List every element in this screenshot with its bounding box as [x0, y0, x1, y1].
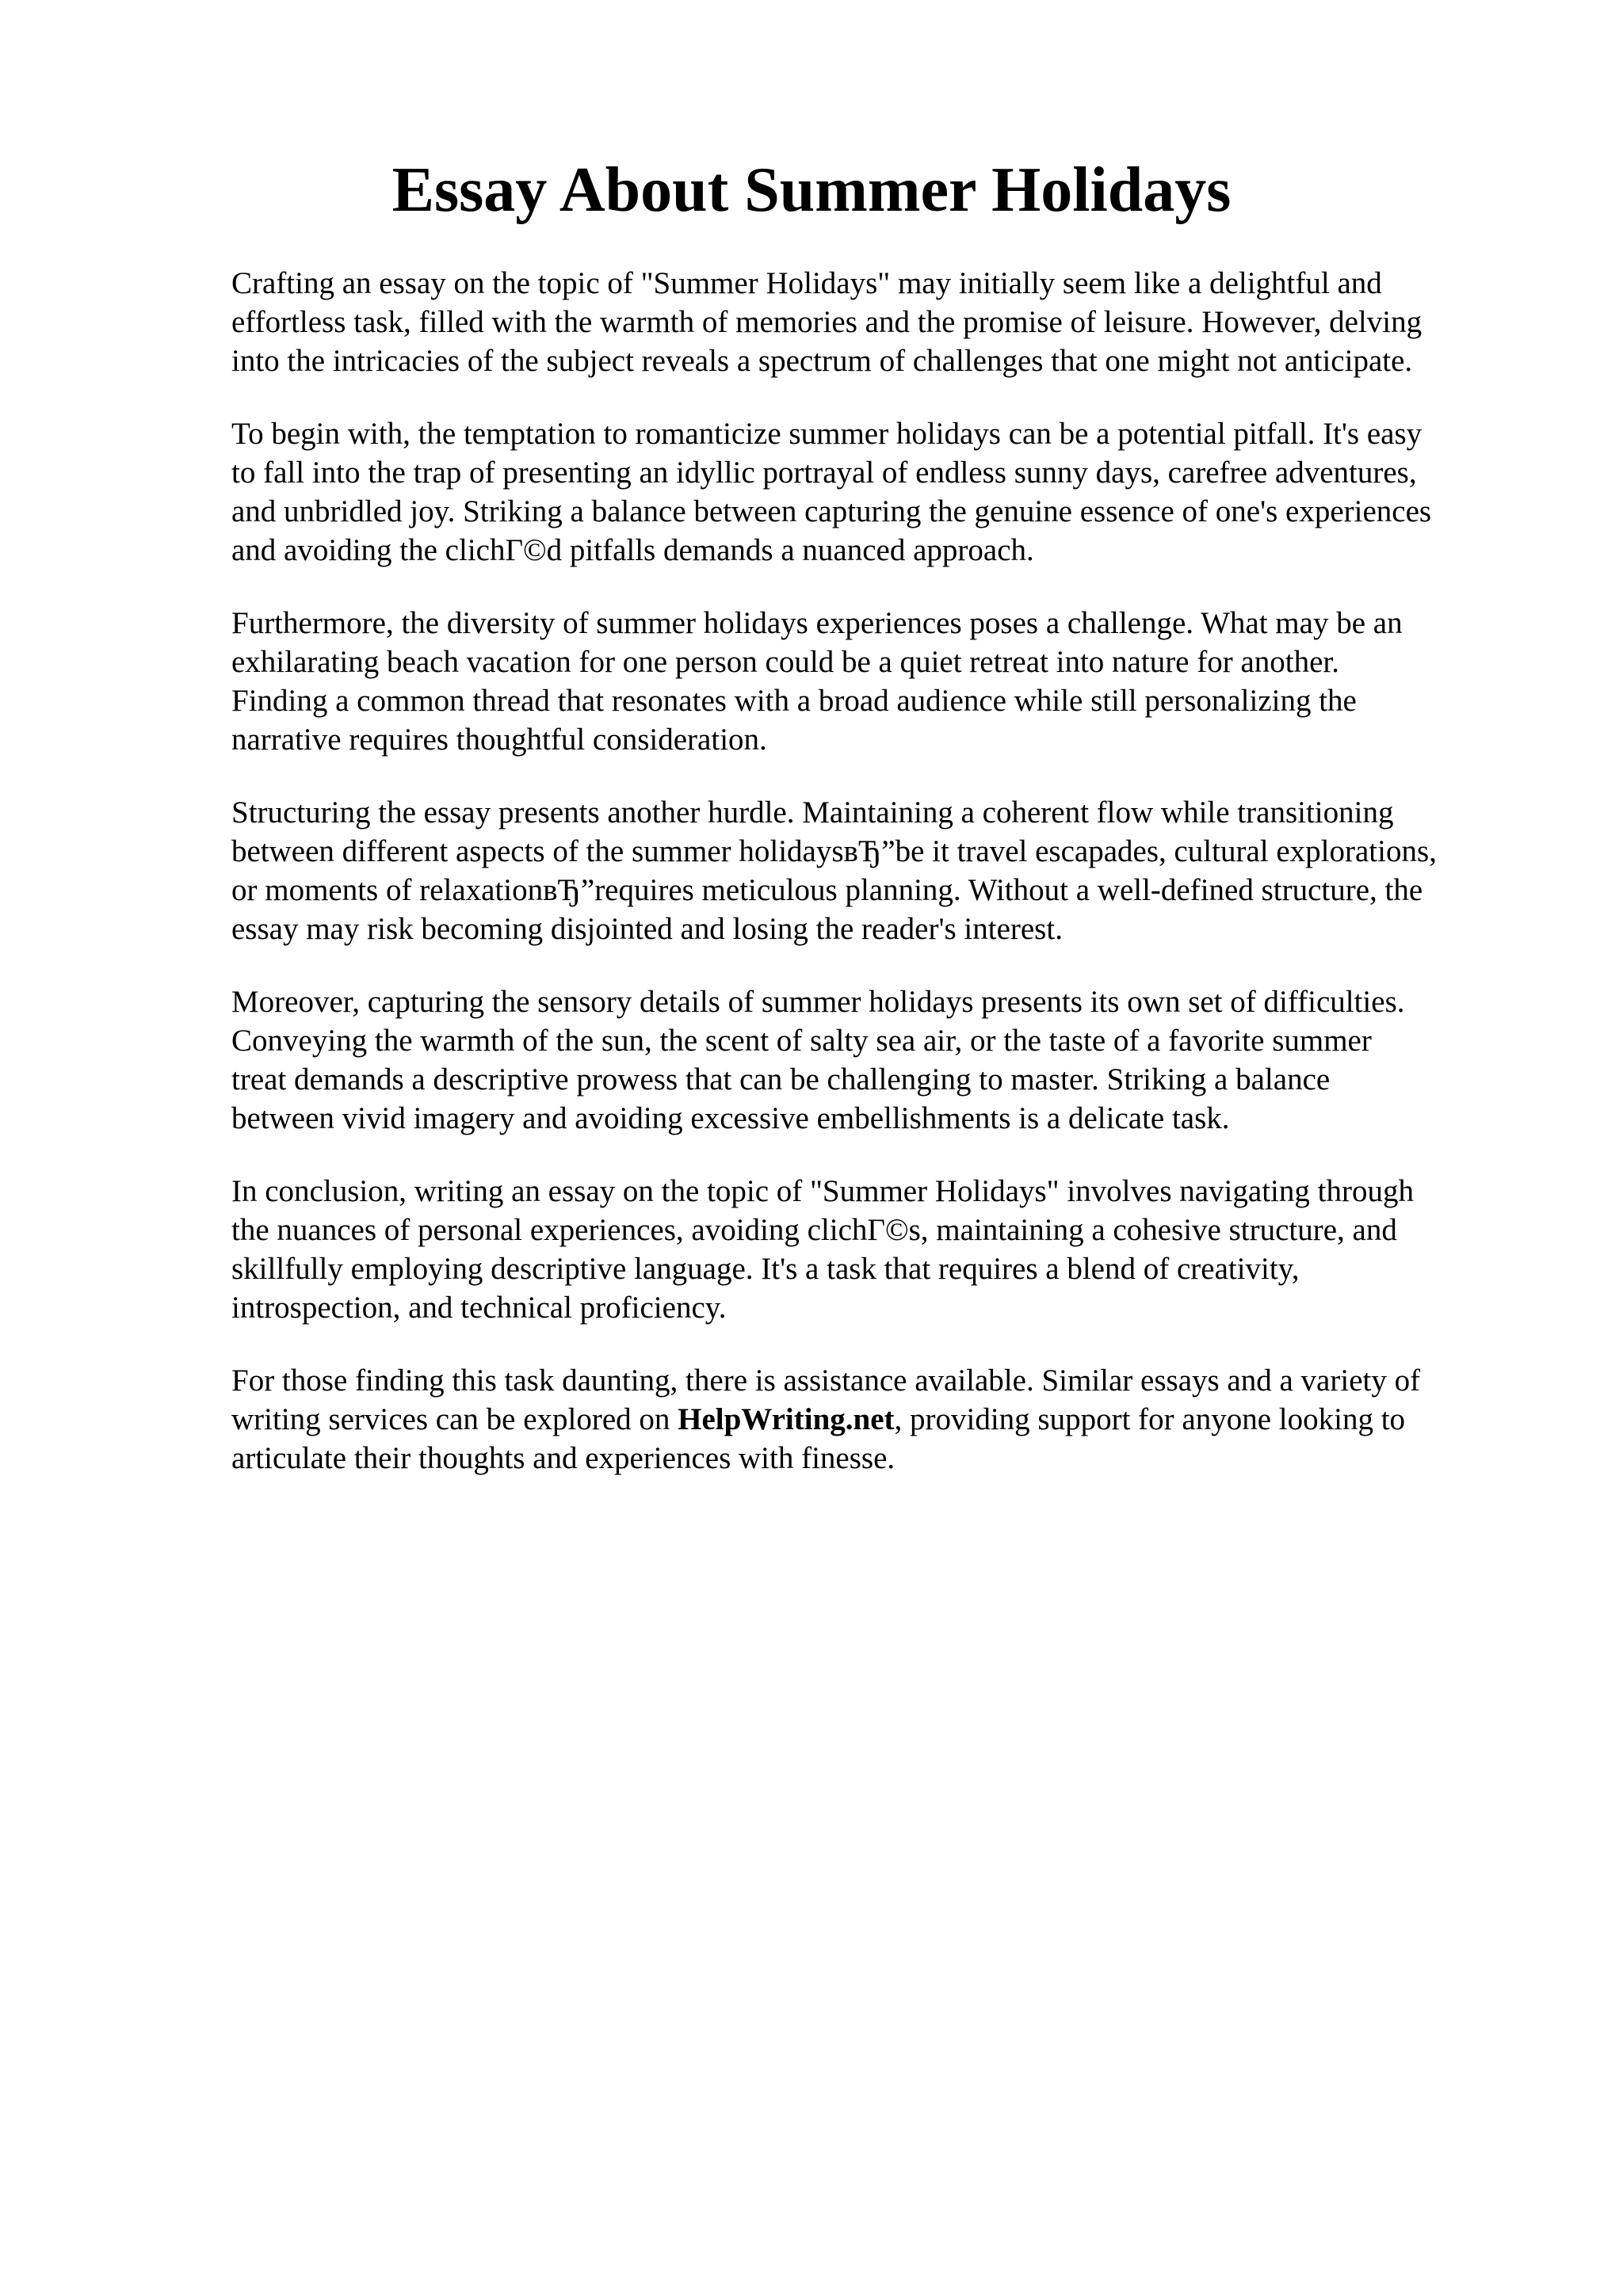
- paragraph-line: treat demands a descriptive prowess that can be challenging to master. Striking a balance: [231, 1062, 1331, 1097]
- paragraph-line: effortless task, filled with the warmth of memories and the promise of leisure. However, delving: [231, 305, 1423, 339]
- paragraph-line: Moreover, capturing the sensory details of summer holidays presents its own set of difficulties.: [231, 985, 1405, 1019]
- paragraph-line: Finding a common thread that resonates with a broad audience while still personalizing the: [231, 684, 1357, 718]
- paragraph-line: into the intricacies of the subject reveals a spectrum of challenges that one might not anticipate.: [231, 344, 1413, 378]
- paragraph-line: Conveying the warmth of the sun, the scent of salty sea air, or the taste of a favorite summer: [231, 1024, 1372, 1058]
- paragraph-sensory: [231, 982, 1539, 1138]
- closing-text-before-link: writing services can be explored on: [231, 1402, 678, 1436]
- document-title: Essay About Summer Holidays: [391, 155, 1232, 225]
- paragraph-line-with-link: [231, 1400, 1539, 1439]
- paragraph-line: exhilarating beach vacation for one person could be a quiet retreat into nature for another.: [231, 645, 1340, 679]
- paragraph-line: Crafting an essay on the topic of "Summer Holidays" may initially seem like a delightful and: [231, 266, 1382, 300]
- paragraph-line: Structuring the essay presents another hurdle. Maintaining a coherent flow while transitioning: [231, 795, 1394, 830]
- helpwriting-link[interactable]: HelpWriting.net: [678, 1402, 895, 1436]
- paragraph-line: and avoiding the clichГ©d pitfalls demands a nuanced approach.: [231, 533, 1034, 567]
- closing-text-after-link: , providing support for anyone looking to: [894, 1402, 1406, 1436]
- paragraph-line: between different aspects of the summer holidaysвЂ”be it travel escapades, cultural explorations,: [231, 834, 1437, 868]
- paragraph-line: to fall into the trap of presenting an idyllic portrayal of endless sunny days, carefree adventures,: [231, 456, 1417, 490]
- paragraph-line: To begin with, the temptation to romanticize summer holidays can be a potential pitfall. It's easy: [231, 417, 1423, 451]
- paragraph-line: Furthermore, the diversity of summer holidays experiences poses a challenge. What may be an: [231, 606, 1403, 640]
- paragraph-line: and unbridled joy. Striking a balance between capturing the genuine essence of one's experiences: [231, 494, 1432, 528]
- paragraph-line: the nuances of personal experiences, avoiding clichГ©s, maintaining a cohesive structure, and: [231, 1213, 1397, 1247]
- document-body: [231, 264, 1539, 1512]
- paragraph-line: skillfully employing descriptive language. It's a task that requires a blend of creativity,: [231, 1252, 1300, 1286]
- paragraph-line: introspection, and technical proficiency.: [231, 1291, 727, 1325]
- paragraph-line: between vivid imagery and avoiding excessive embellishments is a delicate task.: [231, 1101, 1230, 1135]
- paragraph-line: narrative requires thoughtful consideration.: [231, 723, 767, 757]
- paragraph-closing: [231, 1361, 1539, 1478]
- paragraph-line: essay may risk becoming disjointed and losing the reader's interest.: [231, 912, 1063, 946]
- paragraph-line: For those finding this task daunting, there is assistance available. Similar essays and a variety of: [231, 1363, 1421, 1398]
- paragraph-diversity: [231, 604, 1539, 759]
- paragraph-intro: [231, 264, 1539, 380]
- paragraph-line: or moments of relaxationвЂ”requires meticulous planning. Without a well-defined structure, the: [231, 873, 1423, 907]
- paragraph-structure: [231, 793, 1539, 948]
- paragraph-conclusion: [231, 1172, 1539, 1327]
- paragraph-line: articulate their thoughts and experiences with finesse.: [231, 1441, 896, 1475]
- paragraph-line: In conclusion, writing an essay on the topic of "Summer Holidays" involves navigating through: [231, 1174, 1414, 1208]
- paragraph-romanticize: [231, 414, 1539, 570]
